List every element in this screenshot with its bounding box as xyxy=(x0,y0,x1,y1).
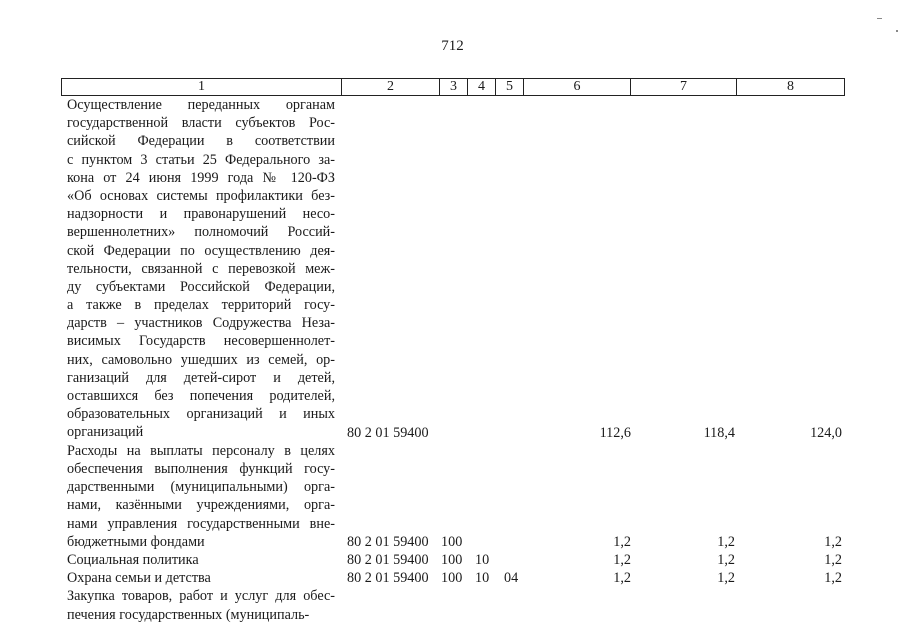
column-header-7: 7 xyxy=(631,79,737,96)
description-line: «Об основах системы профилактики без- xyxy=(67,187,335,204)
amount-year1-cell: 1,2 xyxy=(613,552,631,568)
description-line: дарственными (муниципальными) орга- xyxy=(67,479,335,496)
amount-year2-cell: 1,2 xyxy=(717,533,735,550)
column-header-3: 3 xyxy=(440,79,468,96)
description-line: ской Федерации по осуществлению дея- xyxy=(67,242,335,259)
description-line: надзорности и правонарушений несо- xyxy=(67,206,335,223)
description-line: а также в пределах территорий госу- xyxy=(67,297,335,314)
column-header-5: 5 xyxy=(496,79,524,96)
description-line: Закупка товаров, работ и услуг для обес- xyxy=(67,588,335,605)
description-line: висимых Государств несовершеннолет- xyxy=(67,333,335,350)
target-code-cell: 80 2 01 59400 xyxy=(347,570,429,587)
amount-year3-cell: 1,2 xyxy=(824,570,842,587)
description-line: оставшихся без попечения родителей, xyxy=(67,388,335,404)
description-line: дарств – участников Содружества Неза- xyxy=(67,315,335,332)
description-line: Осуществление переданных органам xyxy=(67,97,335,113)
row-description xyxy=(67,569,335,587)
section-cell: 10 xyxy=(475,570,490,587)
column-header-table xyxy=(61,78,845,96)
target-code-cell: 80 2 01 59400 xyxy=(347,552,429,568)
section-cell: 10 xyxy=(475,552,490,568)
amount-year1-cell: 1,2 xyxy=(613,570,631,587)
description-line: нами, казёнными учреждениями, орга- xyxy=(67,497,335,514)
column-header-4: 4 xyxy=(468,79,496,96)
row-description xyxy=(67,442,335,551)
row-description xyxy=(67,96,335,442)
page-number: 712 xyxy=(441,38,464,54)
scan-speck xyxy=(896,30,898,32)
description-line: ду субъектами Российской Федерации, xyxy=(67,278,335,295)
column-header-8: 8 xyxy=(737,79,845,96)
amount-year3-cell: 1,2 xyxy=(824,533,842,550)
description-line: Расходы на выплаты персоналу в целях xyxy=(67,442,335,459)
column-header-2: 2 xyxy=(342,79,440,96)
description-line: государственной власти субъектов Рос- xyxy=(67,115,335,132)
column-header-row xyxy=(62,79,845,96)
row-description xyxy=(67,587,335,623)
target-code-cell: 80 2 01 59400 xyxy=(347,533,429,550)
table-row xyxy=(0,569,905,587)
description-line: организаций xyxy=(67,424,144,441)
amount-year3-cell: 124,0 xyxy=(810,424,842,441)
table-row xyxy=(0,442,905,551)
description-line: нами управления государственными вне- xyxy=(67,515,335,532)
description-line: кона от 24 июня 1999 года № 120-ФЗ xyxy=(67,169,335,186)
description-line: печения государственных (муниципаль- xyxy=(67,606,310,623)
amount-year2-cell: 1,2 xyxy=(717,570,735,587)
description-line: Социальная политика xyxy=(67,552,199,568)
description-line: с пунктом 3 статьи 25 Федерального за- xyxy=(67,151,335,168)
column-header-6: 6 xyxy=(524,79,631,96)
subsection-cell: 04 xyxy=(504,570,519,587)
target-code-cell: 80 2 01 59400 xyxy=(347,424,429,441)
scan-speck xyxy=(877,18,882,19)
table-row xyxy=(0,551,905,569)
table-row xyxy=(0,587,905,623)
description-line: образовательных организаций и иных xyxy=(67,406,335,423)
amount-year1-cell: 1,2 xyxy=(613,533,631,550)
amount-year2-cell: 1,2 xyxy=(717,552,735,568)
amount-year2-cell: 118,4 xyxy=(703,424,735,441)
description-line: ганизаций для детей-сирот и детей, xyxy=(67,369,335,386)
description-line: сийской Федерации в соответствии xyxy=(67,133,335,150)
row-description xyxy=(67,551,335,569)
expense-type-cell: 100 xyxy=(441,533,463,550)
description-line: обеспечения выполнения функций госу- xyxy=(67,460,335,477)
table-row xyxy=(0,96,905,442)
description-line: них, самовольно ушедших из семей, ор- xyxy=(67,351,335,368)
expense-type-cell: 100 xyxy=(441,570,463,587)
description-line: бюджетными фондами xyxy=(67,533,205,550)
column-header-1: 1 xyxy=(62,79,342,96)
amount-year3-cell: 1,2 xyxy=(824,552,842,568)
description-line: вершеннолетних» полномочий Россий- xyxy=(67,224,335,241)
expense-type-cell: 100 xyxy=(441,552,463,568)
description-line: тельности, связанной с перевозкой меж- xyxy=(67,260,335,277)
description-line: Охрана семьи и детства xyxy=(67,570,211,587)
amount-year1-cell: 112,6 xyxy=(599,424,631,441)
